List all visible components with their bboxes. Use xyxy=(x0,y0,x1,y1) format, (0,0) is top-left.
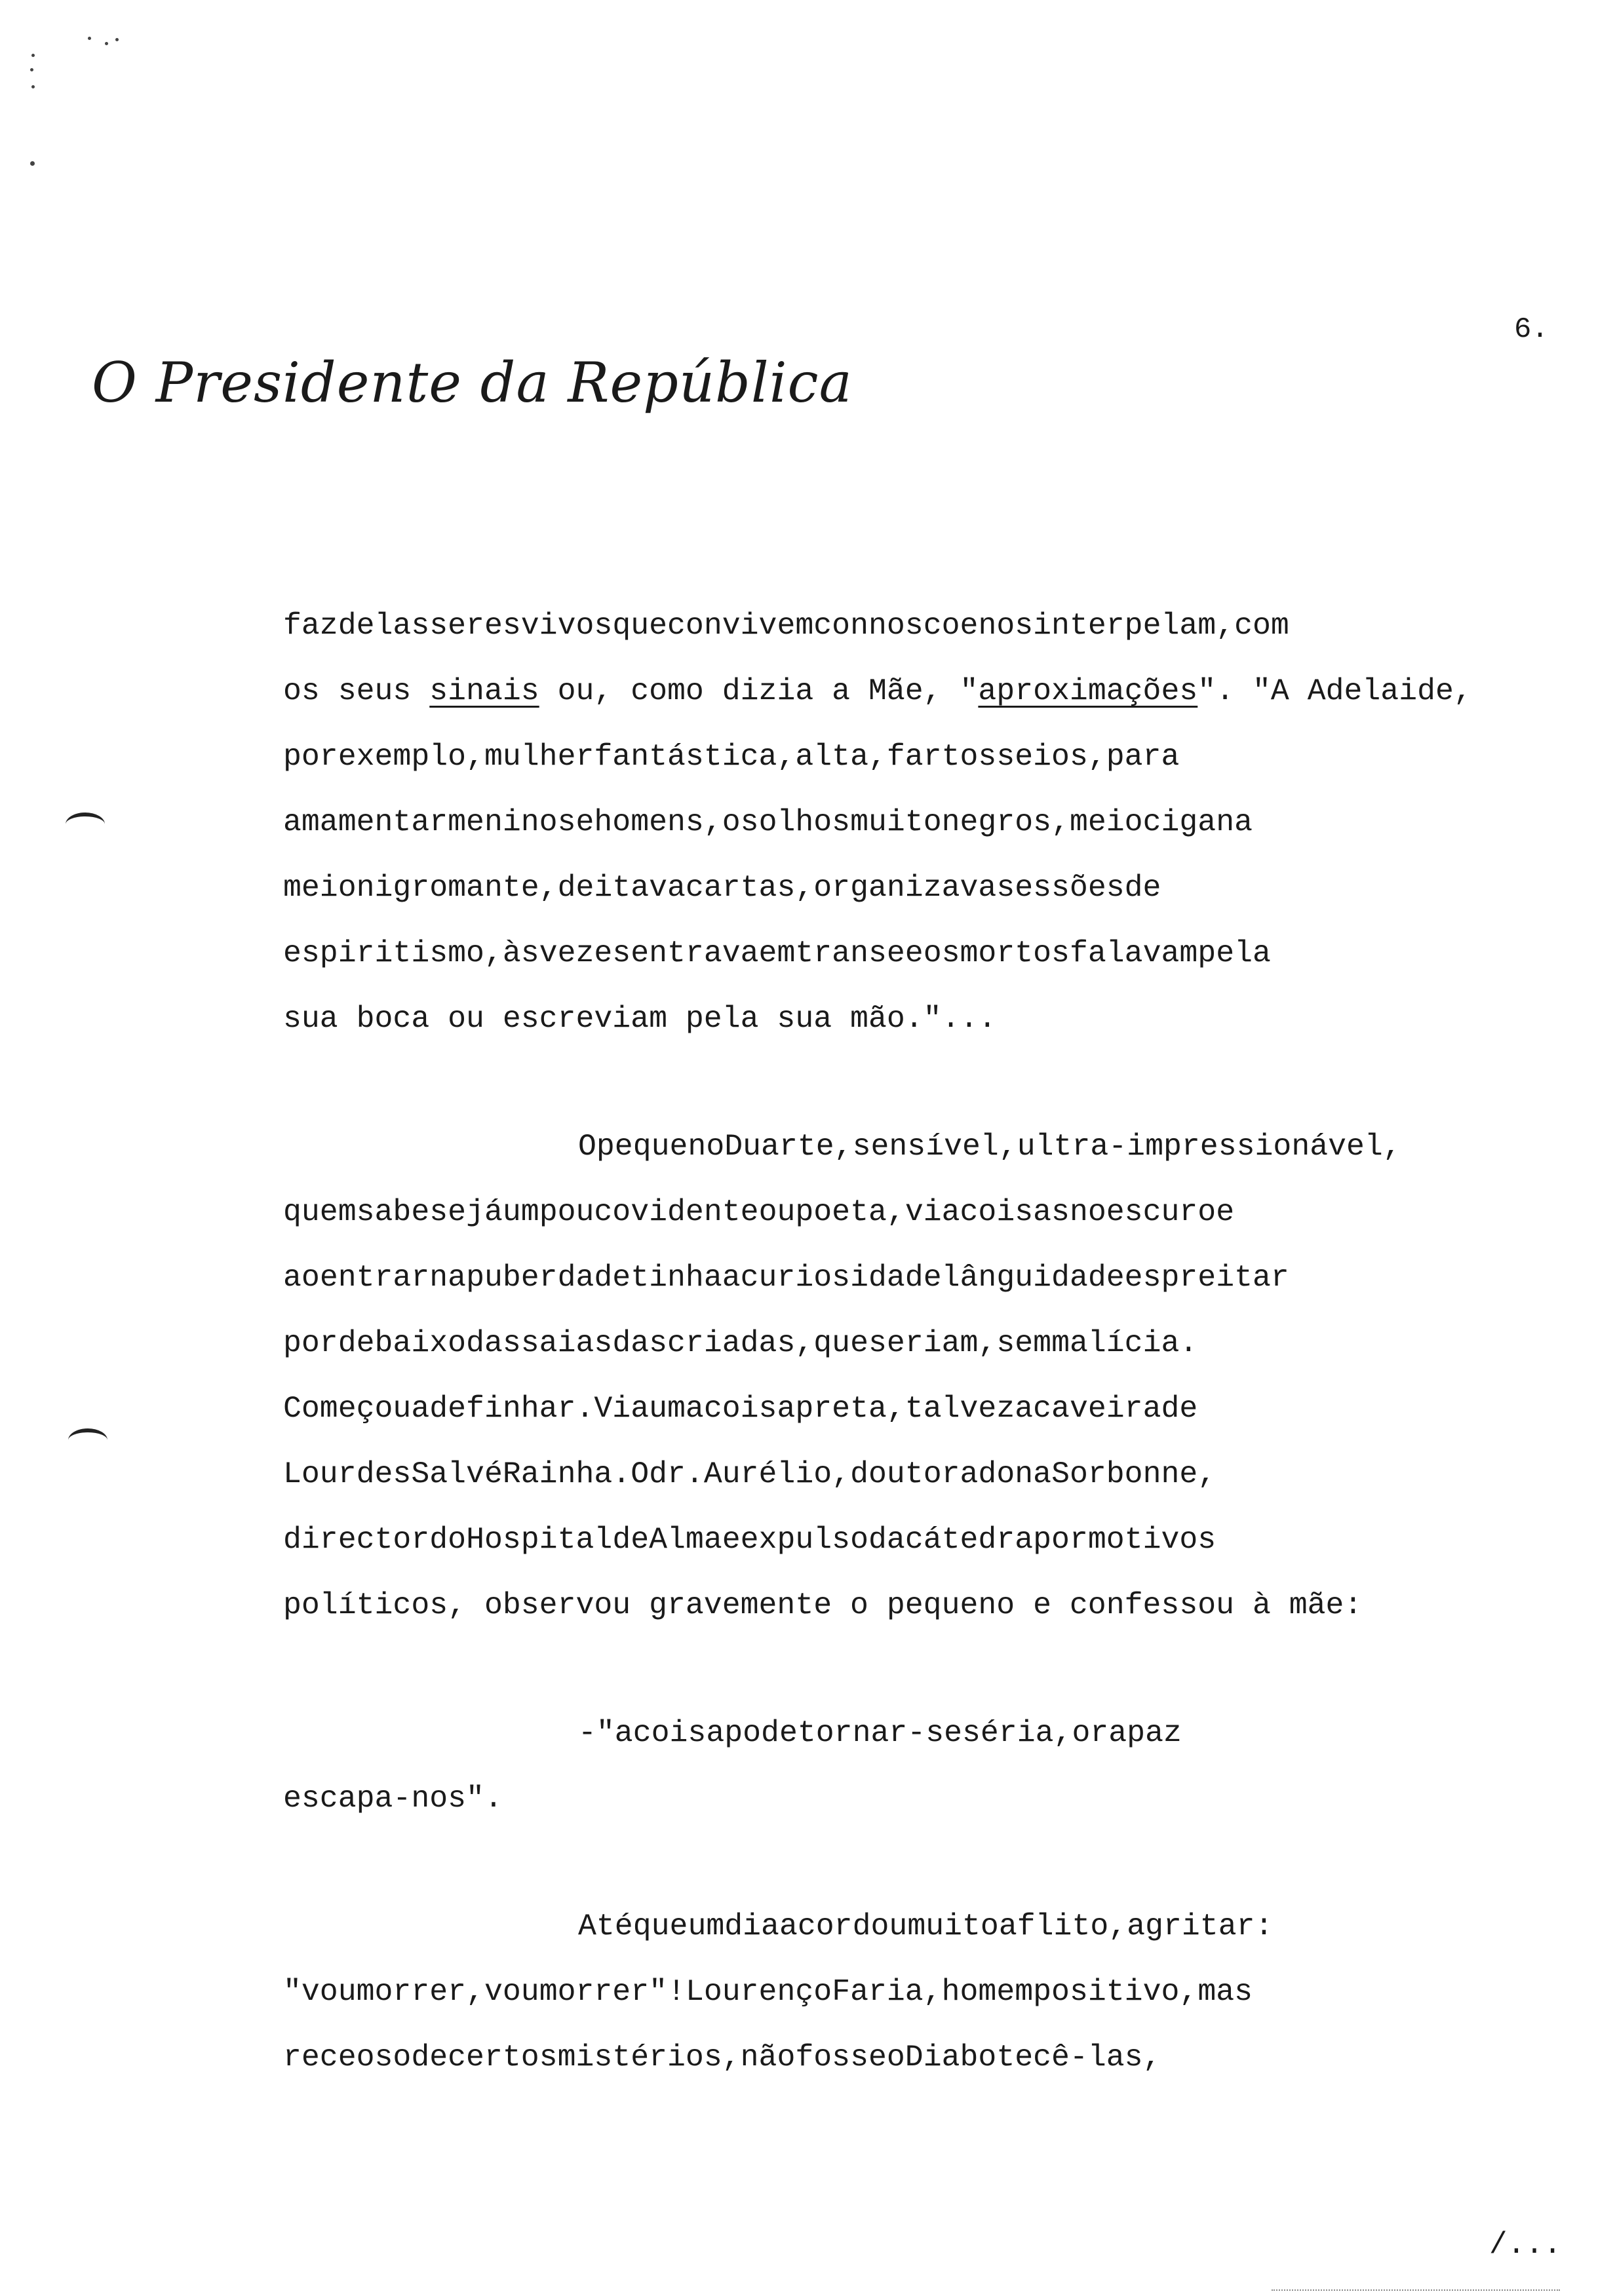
word: poeta, xyxy=(795,1195,905,1229)
word: um xyxy=(688,1909,725,1943)
word: e xyxy=(960,608,979,643)
paragraph-2 xyxy=(283,1114,1561,1638)
word: do xyxy=(429,1522,467,1557)
word: fantástica, xyxy=(594,739,796,774)
word: um xyxy=(502,1195,539,1229)
text-line xyxy=(283,1507,1561,1573)
word: expulso xyxy=(740,1522,868,1557)
word: receoso xyxy=(283,2040,412,2075)
word: meio xyxy=(283,870,357,905)
word: uma xyxy=(649,1391,704,1426)
text-line xyxy=(283,1114,1561,1179)
continuation-mark: /... xyxy=(1489,2228,1562,2262)
word: sessões xyxy=(996,870,1125,905)
word: pela xyxy=(1197,936,1271,970)
paragraph-3 xyxy=(283,1700,1561,1831)
word: espreitar xyxy=(1124,1260,1289,1295)
word: a xyxy=(1015,1391,1034,1426)
word: homem xyxy=(941,1974,1034,2009)
word: lânguida xyxy=(941,1260,1088,1295)
word: cartas, xyxy=(685,870,814,905)
word: o xyxy=(1072,1715,1091,1750)
word: Hospital xyxy=(466,1522,613,1557)
word: Aurélio, xyxy=(703,1457,851,1491)
word: os xyxy=(722,805,759,839)
word: Via xyxy=(594,1391,650,1426)
word: de xyxy=(411,2040,448,2075)
word: tinha xyxy=(631,1260,722,1295)
word: às xyxy=(502,936,539,970)
word: dia xyxy=(724,1909,779,1943)
word: pouco xyxy=(539,1195,631,1229)
word: Alma xyxy=(649,1522,722,1557)
word: de xyxy=(1087,1260,1125,1295)
word: Diabo xyxy=(905,2040,997,2075)
word: de xyxy=(612,1522,650,1557)
scan-speck xyxy=(31,85,35,88)
word: motivos xyxy=(1087,1522,1216,1557)
word: sem xyxy=(996,1326,1052,1360)
word: sensível, xyxy=(852,1129,1017,1164)
word: escuro xyxy=(1106,1195,1216,1229)
word: espiritismo, xyxy=(283,936,503,970)
underlined-word-sinais: sinais xyxy=(429,674,539,708)
word: mistérios, xyxy=(557,2040,741,2075)
word: Duarte, xyxy=(724,1129,853,1164)
word: meio xyxy=(1069,805,1143,839)
text-segment: ou, como dizia a Mãe, " xyxy=(539,674,979,708)
word: interpelam, xyxy=(1033,608,1235,643)
word: se xyxy=(429,1195,467,1229)
word: tecê-las, xyxy=(996,2040,1161,2075)
word: talvez xyxy=(905,1391,1015,1426)
word: e xyxy=(575,805,594,839)
word: Até xyxy=(578,1909,633,1943)
word: Sorbonne, xyxy=(1051,1457,1216,1491)
word: os xyxy=(923,936,960,970)
word: entrava xyxy=(631,936,759,970)
scan-edge-line xyxy=(1272,2289,1560,2291)
word: tornar-se xyxy=(797,1715,963,1750)
word: criadas, xyxy=(667,1326,814,1360)
word: O xyxy=(578,1129,596,1164)
text-line xyxy=(283,1376,1561,1442)
letterhead-title xyxy=(92,351,853,415)
word: director xyxy=(283,1522,430,1557)
scan-speck xyxy=(30,68,33,71)
word: nos xyxy=(978,608,1034,643)
text-line xyxy=(283,1700,1561,1766)
word: - xyxy=(578,1715,596,1750)
text-line xyxy=(283,1894,1561,1959)
word: coisa xyxy=(632,1715,725,1750)
word: vezes xyxy=(539,936,631,970)
word: debaixo xyxy=(338,1326,467,1360)
word: deitava xyxy=(557,870,686,905)
word: da xyxy=(868,1522,905,1557)
text-line xyxy=(283,790,1561,855)
scan-speck xyxy=(105,42,108,45)
word: curiosidade xyxy=(740,1260,942,1295)
text-line: escapa-nos". xyxy=(283,1781,503,1816)
word: definhar. xyxy=(429,1391,594,1426)
text-segment: os seus xyxy=(283,674,430,708)
word: O xyxy=(631,1457,650,1491)
word: negros, xyxy=(941,805,1070,839)
text-line xyxy=(283,2025,1561,2090)
punch-hole-mark xyxy=(68,1428,107,1452)
word: que xyxy=(632,1909,688,1943)
word: em xyxy=(758,936,796,970)
word: transe xyxy=(795,936,905,970)
word: vidente xyxy=(631,1195,759,1229)
word: para xyxy=(1106,739,1180,774)
word: riam, xyxy=(905,1326,997,1360)
word: ultra-impressionável, xyxy=(1017,1129,1401,1164)
word: Lourdes xyxy=(283,1457,412,1491)
word: de xyxy=(1161,1391,1198,1426)
word: seios, xyxy=(996,739,1106,774)
word: "a xyxy=(596,1715,633,1750)
word: meninos xyxy=(448,805,576,839)
text-line xyxy=(283,593,1561,659)
text-line xyxy=(283,1179,1561,1245)
scan-speck xyxy=(88,37,91,40)
word: Faria, xyxy=(832,1974,942,2009)
word: falavam xyxy=(1069,936,1198,970)
word: séria, xyxy=(962,1715,1072,1750)
text-line xyxy=(283,1442,1561,1507)
word: saias xyxy=(520,1326,613,1360)
word: a xyxy=(1127,1909,1146,1943)
punch-hole-mark xyxy=(66,813,105,836)
text-line xyxy=(283,855,1561,921)
word: fosse xyxy=(795,2040,887,2075)
page-number: 6. xyxy=(1514,313,1549,346)
word: amamentar xyxy=(283,805,448,839)
word: Rainha. xyxy=(502,1457,631,1491)
letterhead-text: O Presidente da República xyxy=(92,351,853,415)
word: muito xyxy=(907,1909,999,1943)
word: mortos xyxy=(960,936,1070,970)
word: morrer"! xyxy=(539,1974,686,2009)
text-line: políticos, observou gravemente o pequeno e confessou à mãe: xyxy=(283,1588,1363,1622)
word: Lourenço xyxy=(685,1974,832,2009)
word: alta, xyxy=(795,739,887,774)
word: positivo, xyxy=(1033,1974,1198,2009)
word: entrar xyxy=(319,1260,430,1295)
word: malícia. xyxy=(1051,1326,1198,1360)
word: a xyxy=(411,1391,430,1426)
word: olhos xyxy=(758,805,851,839)
word: já xyxy=(466,1195,503,1229)
scan-speck xyxy=(31,54,35,57)
word: nigromante, xyxy=(356,870,558,905)
word: por xyxy=(283,739,338,774)
word: e xyxy=(905,936,924,970)
word: certos xyxy=(448,2040,558,2075)
word: com xyxy=(1234,608,1289,643)
word: exemplo, xyxy=(338,739,484,774)
text-line: sua boca ou escreviam pela sua mão."... xyxy=(283,1001,997,1036)
word: delas xyxy=(338,608,430,643)
text-segment: ". "A Adelaide, xyxy=(1197,674,1472,708)
scan-speck xyxy=(30,161,35,166)
text-line xyxy=(283,724,1561,790)
word: quem xyxy=(283,1195,357,1229)
word: gritar: xyxy=(1145,1909,1274,1943)
word: das xyxy=(612,1326,668,1360)
word: e xyxy=(1216,1195,1235,1229)
word: não xyxy=(740,2040,796,2075)
word: e xyxy=(722,1522,741,1557)
word: rapaz xyxy=(1090,1715,1182,1750)
word: vou xyxy=(484,1974,539,2009)
word: fartos xyxy=(886,739,997,774)
word: seres xyxy=(429,608,521,643)
word: por xyxy=(1033,1522,1088,1557)
word: coisa xyxy=(703,1391,796,1426)
word: homens, xyxy=(594,805,722,839)
word: ou xyxy=(758,1195,796,1229)
word: pode xyxy=(724,1715,798,1750)
text-line xyxy=(283,1959,1561,2025)
word: caveira xyxy=(1033,1391,1161,1426)
paragraph-4 xyxy=(283,1894,1561,2090)
word: preta, xyxy=(795,1391,905,1426)
word: mulher xyxy=(484,739,594,774)
text-line xyxy=(283,921,1561,986)
underlined-word-aproximacoes: aproximações xyxy=(978,674,1198,708)
word: mas xyxy=(1197,1974,1253,2009)
word: aflito, xyxy=(998,1909,1127,1943)
word: dr. xyxy=(649,1457,704,1491)
word: a xyxy=(722,1260,741,1295)
word: doutorado xyxy=(850,1457,1015,1491)
word: por xyxy=(283,1326,338,1360)
text-line xyxy=(283,1311,1561,1376)
word: Salvé xyxy=(411,1457,503,1491)
word: puberdade xyxy=(466,1260,631,1295)
word: organizava xyxy=(813,870,997,905)
word: sabe xyxy=(356,1195,430,1229)
word: coisas xyxy=(960,1195,1070,1229)
word: na xyxy=(1015,1457,1052,1491)
word: morrer, xyxy=(356,1974,484,2009)
word: cigana xyxy=(1142,805,1253,839)
word: vivos xyxy=(520,608,613,643)
word: de xyxy=(1124,870,1161,905)
word: pequeno xyxy=(596,1129,725,1164)
word: Começou xyxy=(283,1391,412,1426)
word: na xyxy=(429,1260,467,1295)
text-line xyxy=(283,1245,1561,1311)
word: cátedra xyxy=(905,1522,1034,1557)
word: convivem xyxy=(667,608,814,643)
word: acordou xyxy=(779,1909,908,1943)
word: connosco xyxy=(813,608,960,643)
word: muito xyxy=(850,805,942,839)
word: faz xyxy=(283,608,338,643)
word: o xyxy=(886,2040,905,2075)
scan-speck xyxy=(115,38,119,41)
text-line-underlined xyxy=(283,659,1561,724)
word: que xyxy=(813,1326,868,1360)
paragraph-1 xyxy=(283,593,1561,1052)
word: se xyxy=(868,1326,905,1360)
word: "vou xyxy=(283,1974,357,2009)
word: das xyxy=(466,1326,521,1360)
word: que xyxy=(612,608,668,643)
word: ao xyxy=(283,1260,320,1295)
word: via xyxy=(905,1195,960,1229)
word: no xyxy=(1069,1195,1106,1229)
